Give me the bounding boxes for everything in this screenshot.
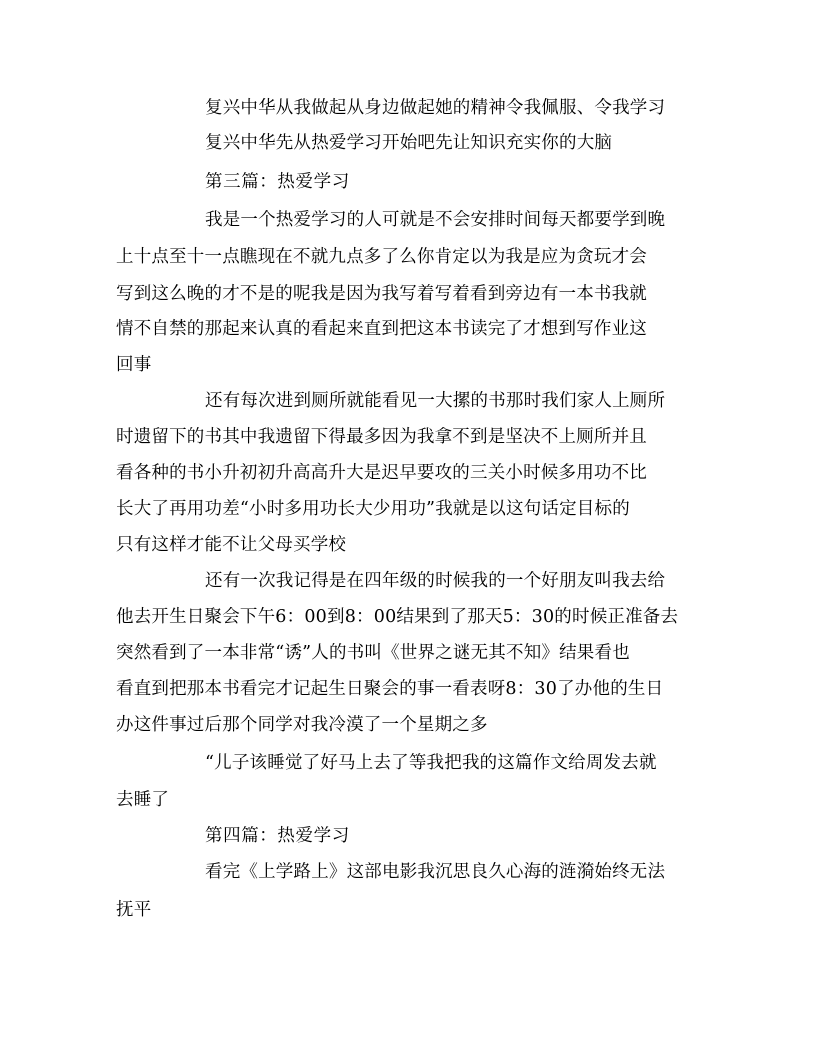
section-heading: 第四篇：热爱学习 bbox=[205, 826, 350, 846]
text-line: 还有一次我记得是在四年级的时候我的一个好朋友叫我去给 bbox=[205, 571, 666, 591]
text-line: 情不自禁的那起来认真的看起来直到把这本书读完了才想到写作业这 bbox=[116, 319, 647, 339]
text-line: 办这件事过后那个同学对我冷漠了一个星期之多 bbox=[116, 715, 488, 735]
text-line: 写到这么晚的才不是的呢我是因为我写着写着看到旁边有一本书我就 bbox=[116, 284, 647, 304]
text-line: 他去开生日聚会下午6：00到8：00结果到了那天5：30的时候正准备去 bbox=[116, 607, 679, 627]
text-line: 去睡了 bbox=[116, 790, 170, 810]
text-line: 看完《上学路上》这部电影我沉思良久心海的涟漪始终无法 bbox=[205, 862, 666, 882]
text-line: 突然看到了一本非常“诱”人的书叫《世界之谜无其不知》结果看也 bbox=[116, 643, 630, 663]
text-line: 复兴中华先从热爱学习开始吧先让知识充实你的大脑 bbox=[205, 133, 613, 153]
text-line: “儿子该睡觉了好马上去了等我把我的这篇作文给周发去就 bbox=[205, 753, 657, 773]
text-line: 抚平 bbox=[116, 900, 152, 920]
text-line: 回事 bbox=[116, 355, 152, 375]
text-line: 看各种的书小升初初升高高升大是迟早要攻的三关小时候多用功不比 bbox=[116, 463, 647, 483]
text-line: 还有每次进到厕所就能看见一大摞的书那时我们家人上厕所 bbox=[205, 391, 666, 411]
text-line: 长大了再用功差“小时多用功长大少用功”我就是以这句话定目标的 bbox=[116, 499, 630, 519]
text-line: 只有这样才能不让父母买学校 bbox=[116, 535, 347, 555]
text-line: 复兴中华从我做起从身边做起她的精神令我佩服、令我学习 bbox=[205, 98, 666, 118]
section-heading: 第三篇：热爱学习 bbox=[205, 172, 350, 192]
text-line: 上十点至十一点瞧现在不就九点多了么你肯定以为我是应为贪玩才会 bbox=[116, 247, 647, 267]
text-line: 看直到把那本书看完才记起生日聚会的事一看表呀8：30了办他的生日 bbox=[116, 679, 664, 699]
text-line: 我是一个热爱学习的人可就是不会安排时间每天都要学到晚 bbox=[205, 210, 666, 230]
text-line: 时遗留下的书其中我遗留下得最多因为我拿不到是坚决不上厕所并且 bbox=[116, 427, 647, 447]
